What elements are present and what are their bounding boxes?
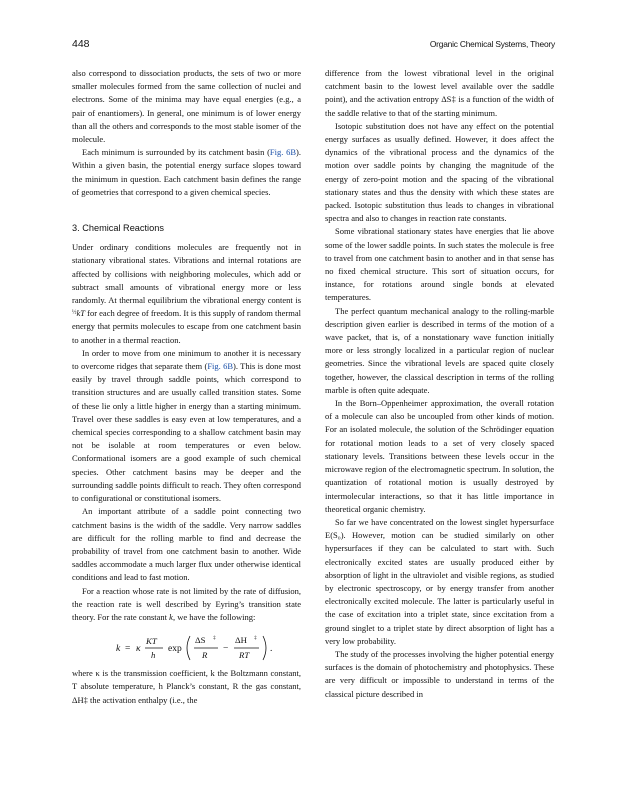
right-column xyxy=(325,67,554,701)
section-heading: 3. Chemical Reactions xyxy=(72,223,164,234)
paragraph: An important attribute of a saddle point connecting two catchment basins is the width of the saddle. Very narrow saddles are difficult for the rolling marble to find and decrease the probability of travel from one catchment basin to another. Wide saddles accommodate a much larger flux under otherwise identical conditions and lead to fast motion. xyxy=(72,506,301,583)
paragraph-text: In order to move from one minimum to another it is necessary to overcome ridges that separate them ( xyxy=(72,347,301,372)
paragraph-text: for each degree of freedom. It is this supply of random thermal energy that permits molecules to escape from one catchment basin to another in a thermal reaction. xyxy=(72,308,301,345)
paragraph-text: Each minimum is surrounded by its catchment basin ( xyxy=(82,147,270,158)
paragraph-text: Under ordinary conditions molecules are frequently not in stationary vibrational states. Vibrations and internal rotations are affected by collisions with neighboring molecules, which add or subtract small amounts of vibrational energy more or less randomly. At thermal equilibrium the vibrational energy content is xyxy=(72,242,301,306)
paragraph: Isotopic substitution does not have any effect on the potential energy surfaces as usually defined. However, it does affect the dynamics of the vibrational process and the dynamics of the motion over saddle points by changing the magnitude of the energy of zero-point motion and the spacing of the vibrational stationary states and thus the density with which these states are packed. Isotopic substitution thus leads to changes in vibrational spectra and also to changes in reaction rate constants. xyxy=(325,120,554,224)
math-kt: kT xyxy=(76,308,85,319)
paragraph-text: , we have the following: xyxy=(172,611,256,622)
paragraph: where κ is the transmission coefficient, k the Boltzmann constant, T absolute temperature, h Planck’s constant, R the gas constant, ΔH‡ the activation enthalpy (i.e., the xyxy=(72,668,301,705)
eq-equals: = xyxy=(125,644,131,655)
paragraph-text: For a reaction whose rate is not limited by the rate of diffusion, the reaction rate is well described by Eyring’s transition state theory. For the rate constant xyxy=(72,585,301,622)
equation-graphic xyxy=(72,627,301,667)
figure-link[interactable]: Fig. 6B xyxy=(207,361,234,372)
eq-dagger-h: ‡ xyxy=(254,635,257,642)
paragraph xyxy=(72,241,301,347)
eq-exp: exp xyxy=(168,644,182,655)
eq-left-paren xyxy=(187,636,190,660)
paragraph: In the Born–Oppenheimer approximation, the overall rotation of a molecule can also be uncoupled from other kinds of motion. For an isolated molecule, the solution of the Schrödinger equation for rotational motion leads to a set of very closely spaced stationary levels. Transitions between these levels occur in the microwave region of the electromagnetic spectrum. In solution, the quantization of rotational motion is usually destroyed by intermolecular interactions, so that it has little importance in theoretical organic chemistry. xyxy=(325,398,554,514)
eq-h: h xyxy=(151,650,156,661)
math-k: k xyxy=(169,611,173,622)
eq-kappa: κ xyxy=(136,644,141,655)
eq-rt: RT xyxy=(239,650,250,661)
eq-minus: − xyxy=(223,644,229,655)
eq-period: . xyxy=(270,644,273,655)
fraction-half: ½ xyxy=(72,310,77,317)
paragraph: also correspond to dissociation products, the sets of two or more smaller molecules formed from the same collection of nuclei and electrons. Some of the minima may have equal energies (e.g., a pair of enantiomers). In general, one minimum is of lower energy than all the others and corresponds to the most stable isomer of the molecule. xyxy=(72,68,301,145)
paragraph: So far we have concentrated on the lowest singlet hypersurface E(S₀). However, motion can be studied similarly on other hypersurfaces if they can be calculated to start with. Such electronically excited states are usually produced either by absorption of light in the ultraviolet and visible regions, as studied by electronic spectroscopy, or by energy transfer from another electronically excited molecule. The latter is particularly useful in the case of excitation into a triplet state, since excitation from a ground singlet to a triplet state by direct absorption of light has a very low probability. xyxy=(325,516,554,646)
paragraph: The perfect quantum mechanical analogy to the rolling-marble description given earlier is described in terms of the motion of a wave packet, that is, of a nonstationary wave function initially more or less strongly localized in a particular region of nuclear geometries. Since the vibrational levels are spaced quite closely together, however, the classical description in terms of the rolling marble is often quite adequate. xyxy=(325,305,554,395)
paragraph xyxy=(72,585,301,625)
eq-r: R xyxy=(202,650,208,661)
left-column xyxy=(72,67,301,707)
eq-right-paren xyxy=(263,636,266,660)
paragraph-text: ). Within a given basin, the potential energy surface slopes toward the minimum in question. Each catchment basin defines the range of geometries that correspond to a given chemical species. xyxy=(72,147,301,197)
figure-link[interactable]: Fig. 6B xyxy=(269,147,297,158)
paragraph: difference from the lowest vibrational level in the original catchment basin to the lowest level available over the saddle point), and the activation entropy ΔS‡ is a function of the width of the saddle relative to that of the starting minimum. xyxy=(325,68,554,118)
running-head: Organic Chemical Systems, Theory xyxy=(429,39,555,49)
paragraph xyxy=(72,146,301,199)
eq-ds: ΔS xyxy=(195,635,206,646)
paragraph-text: ). This is done most easily by travel through saddle points, which correspond to transition structures and are usually called transition states. Some of these lie only a little higher in energy than a starting minimum. Travel over these saddles is easy even at low temperatures, and a chemical species corresponding to a shallow catchment basin may not be isolable at room temperatures or even below. Conformational isomers are a good example of such chemical species. Other catchment basins may be deeper and the surrounding saddle points difficult to reach. They often correspond to configurational or constitutional isomers. xyxy=(72,361,301,504)
page-number: 448 xyxy=(72,38,90,50)
eq-kt: KT xyxy=(146,636,157,647)
page-header xyxy=(72,38,555,52)
eq-dagger-s: ‡ xyxy=(213,635,216,642)
eq-k: k xyxy=(116,644,121,655)
paragraph: The study of the processes involving the higher potential energy surfaces is the domain of photochemistry and photophysics. These are very difficult or impossible to understand in terms of the classical picture described in xyxy=(325,648,554,699)
eq-dh: ΔH xyxy=(235,635,248,646)
paragraph xyxy=(72,347,301,505)
eyring-equation xyxy=(72,627,301,667)
paragraph: Some vibrational stationary states have energies that lie above some of the lower saddle points. In such states the molecule is free to travel from one catchment basin to another and in that sense has no fixed chemical structure. This sort of situation occurs, for instance, for rotations around single bonds at elevated temperatures. xyxy=(325,226,554,303)
